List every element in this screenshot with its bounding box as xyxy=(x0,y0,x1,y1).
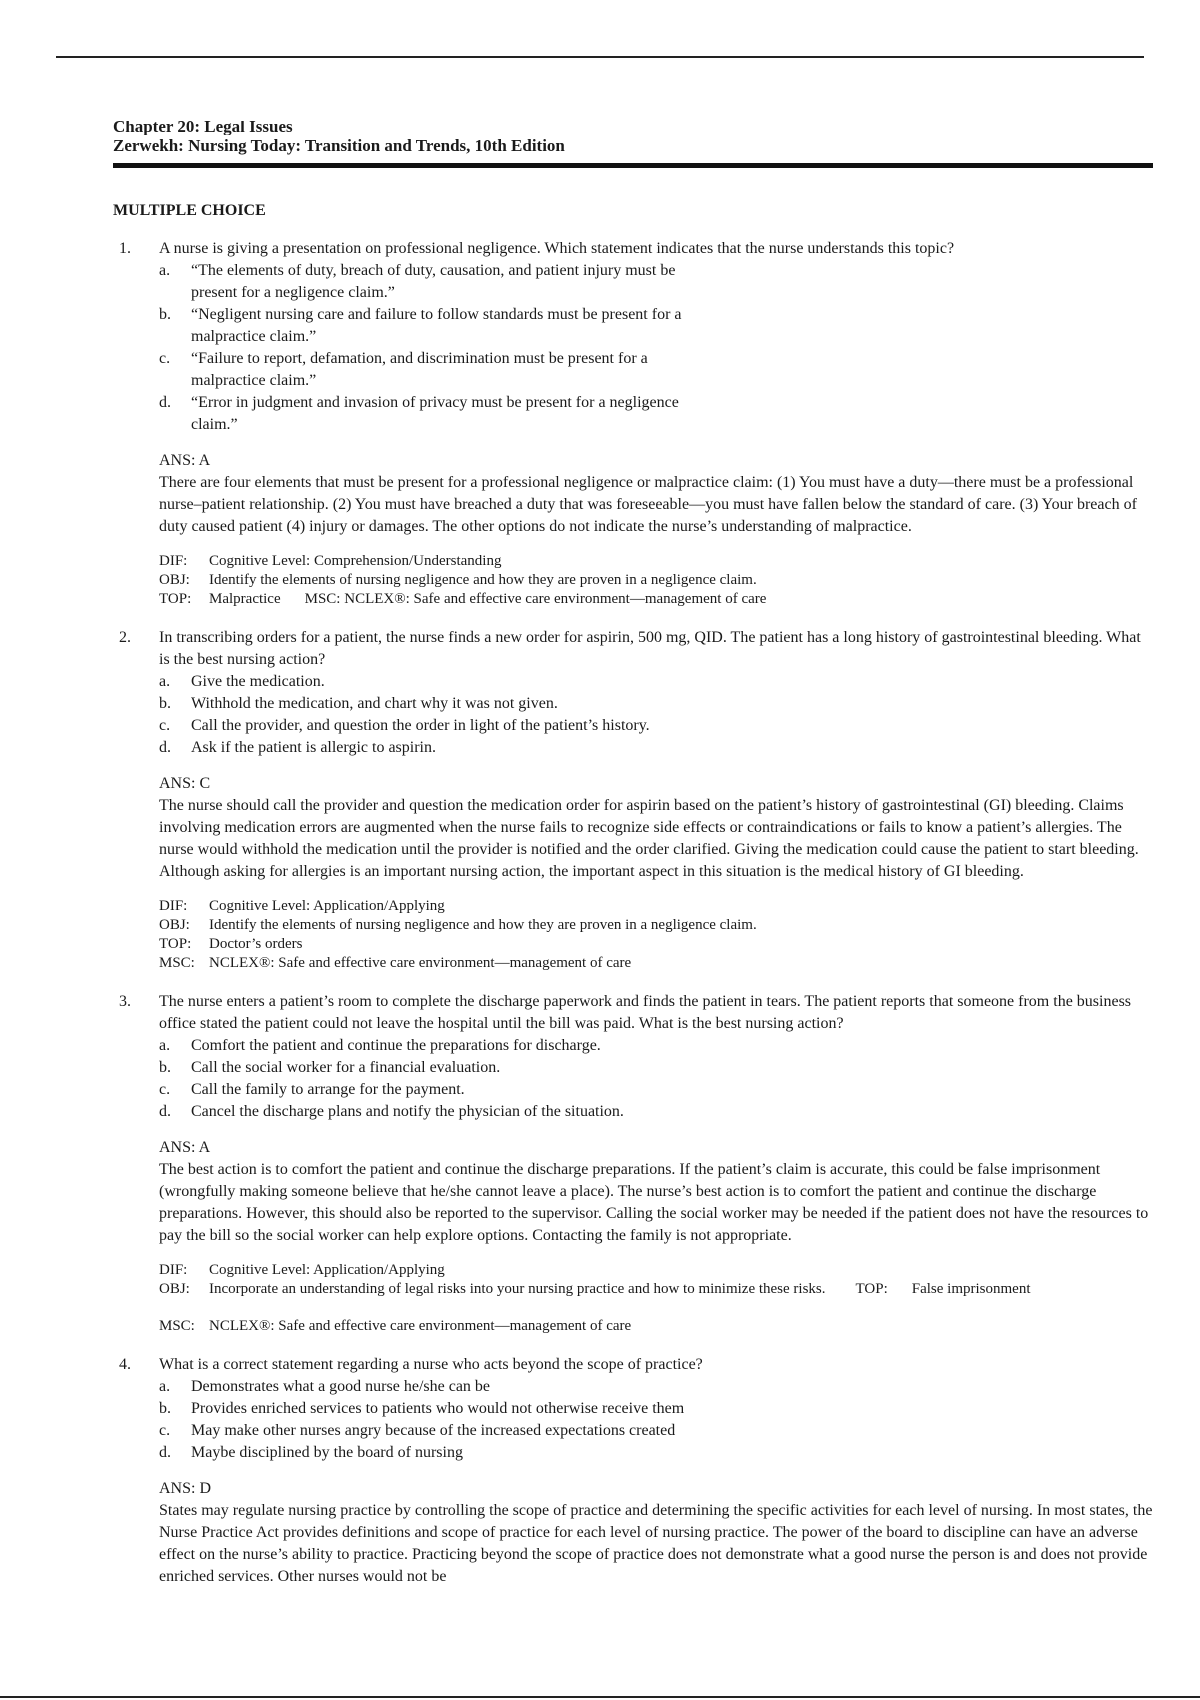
topic: Doctor’s orders xyxy=(209,936,303,952)
document-page xyxy=(113,121,1153,1700)
chapter-title: Chapter 20: Legal Issues xyxy=(113,121,293,135)
option-c: c. May make other nurses angry because of the increased expectations created xyxy=(159,1422,676,1439)
difficulty: Cognitive Level: Comprehension/Understanding xyxy=(209,553,502,569)
objective: Incorporate an understanding of legal risks into your nursing practice and how to minimize these risks. xyxy=(209,1281,826,1297)
option-b: b. Provides enriched services to patients who would not otherwise receive them xyxy=(159,1400,685,1417)
option-c: c. “Failure to report, defamation, and discrimination must be present for a malpractice claim.” xyxy=(159,350,648,389)
rationale: The nurse should call the provider and question the medication order for aspirin based on the patient’s history of gastrointestinal (GI) bleeding. Claims involving medication errors are augmented when the nurse fails to recognize side effects or contraindications or fails to know a patient’s allergies. The nurse would withhold the medication until the provider is notified and the order clarified. Giving the medication could cause the patient to start bleeding. Although asking for allergies is an important nursing action, the important aspect in this situation is the medical history of GI bleeding. xyxy=(159,797,1139,880)
question-4 xyxy=(113,1354,1153,1588)
question-number: 1. xyxy=(119,240,131,257)
header-rule xyxy=(113,163,1153,168)
msc: NCLEX®: Safe and effective care environment—management of care xyxy=(209,1318,632,1334)
msc: NCLEX®: Safe and effective care environment—management of care xyxy=(209,955,632,971)
question-2 xyxy=(113,627,1153,973)
option-a: a. Give the medication. xyxy=(159,673,325,690)
answer-key: ANS: A xyxy=(159,1139,211,1156)
objective: Identify the elements of nursing negligence and how they are proven in a negligence claim. xyxy=(209,917,757,933)
question-1 xyxy=(113,238,1153,609)
option-d: d. “Error in judgment and invasion of privacy must be present for a negligence claim.” xyxy=(159,394,679,433)
question-stem: What is a correct statement regarding a nurse who acts beyond the scope of practice? xyxy=(159,1356,703,1373)
option-a: a. Comfort the patient and continue the preparations for discharge. xyxy=(159,1037,601,1054)
question-metadata: DIF: Cognitive Level: Comprehension/Understanding OBJ: Identify the elements of nursing negligence and how they are proven in a negligence claim. TOP: Malpractice MSC: NCLEX®: Safe and effective care environment—management of care xyxy=(159,553,767,607)
rationale: There are four elements that must be present for a professional negligence or malpractice claim: (1) You must have a duty—there must be a professional nurse–patient relationship. (2) You must have breached a duty that was foreseeable—you must have fallen below the standard of care. (3) Your breach of duty caused patient (4) injury or damages. The other options do not indicate the nurse’s understanding of malpractice. xyxy=(159,474,1137,535)
rationale: The best action is to comfort the patient and continue the discharge preparations. If the patient’s claim is accurate, this could be false imprisonment (wrongfully making someone believe that he/she cannot leave a place). The nurse’s best action is to comfort the patient and continue the discharge preparations. However, this should also be reported to the supervisor. Calling the social worker may be needed if the patient does not have the resources to pay the bill so the social worker can help explore options. Contacting the family is not appropriate. xyxy=(159,1161,1149,1244)
question-number: 4. xyxy=(119,1356,131,1373)
option-a: a. “The elements of duty, breach of duty, causation, and patient injury must be present for a negligence claim.” xyxy=(159,262,676,301)
question-stem: The nurse enters a patient’s room to complete the discharge paperwork and finds the patient in tears. The patient reports that someone from the business office stated the patient could not leave the hospital until the bill was paid. What is the best nursing action? xyxy=(159,993,1132,1032)
question-number: 3. xyxy=(119,993,131,1010)
msc: NCLEX®: Safe and effective care environment—management of care xyxy=(344,591,767,607)
question-stem: In transcribing orders for a patient, the nurse finds a new order for aspirin, 500 mg, QID. The patient has a long history of gastrointestinal bleeding. What is the best nursing action? xyxy=(159,629,1141,668)
topic: False imprisonment xyxy=(911,1281,1031,1297)
answer-key: ANS: D xyxy=(159,1480,212,1497)
topic: Malpractice xyxy=(209,591,281,607)
difficulty: Cognitive Level: Application/Applying xyxy=(209,1262,445,1278)
option-c: c. Call the family to arrange for the payment. xyxy=(159,1081,465,1098)
option-b: b. Call the social worker for a financial evaluation. xyxy=(159,1059,501,1076)
answer-key: ANS: A xyxy=(159,452,211,469)
option-d: d. Cancel the discharge plans and notify the physician of the situation. xyxy=(159,1103,624,1120)
bottom-rule xyxy=(0,1696,1200,1698)
section-title: MULTIPLE CHOICE xyxy=(113,202,266,219)
question-metadata: DIF: Cognitive Level: Application/Applying OBJ: Incorporate an understanding of legal risks into your nursing practice and how to minimize these risks. TOP: False imprisonment MSC: NCLEX®: Safe and effective care environment—management of care xyxy=(159,1262,1031,1334)
difficulty: Cognitive Level: Application/Applying xyxy=(209,898,445,914)
option-d: d. Ask if the patient is allergic to aspirin. xyxy=(159,739,436,756)
question-number: 2. xyxy=(119,629,131,646)
option-c: c. Call the provider, and question the order in light of the patient’s history. xyxy=(159,717,650,734)
answer-key: ANS: C xyxy=(159,775,211,792)
question-stem: A nurse is giving a presentation on professional negligence. Which statement indicates that the nurse understands this topic? xyxy=(159,240,955,257)
option-a: a. Demonstrates what a good nurse he/she can be xyxy=(159,1378,491,1395)
rationale: States may regulate nursing practice by controlling the scope of practice and determining the specific activities for each level of nursing. In most states, the Nurse Practice Act provides definitions and scope of practice for each level of nursing practice. The power of the board to discipline can have an adverse effect on the nurse’s ability to practice. Practicing beyond the scope of practice does not demonstrate what a good nurse the person is and does not provide enriched services. Other nurses would not be xyxy=(159,1502,1153,1585)
option-d: d. Maybe disciplined by the board of nursing xyxy=(159,1444,463,1461)
objective: Identify the elements of nursing negligence and how they are proven in a negligence claim. xyxy=(209,572,757,588)
question-metadata: DIF: Cognitive Level: Application/Applying OBJ: Identify the elements of nursing negligence and how they are proven in a negligence claim. TOP: Doctor’s orders MSC: NCLEX®: Safe and effective care environment—management of care xyxy=(159,898,757,971)
option-b: b. “Negligent nursing care and failure to follow standards must be present for a malpractice claim.” xyxy=(159,306,682,345)
top-rule xyxy=(56,56,1144,58)
book-title: Zerwekh: Nursing Today: Transition and Trends, 10th Edition xyxy=(113,136,565,155)
question-3 xyxy=(113,991,1153,1336)
option-b: b. Withhold the medication, and chart why it was not given. xyxy=(159,695,558,712)
